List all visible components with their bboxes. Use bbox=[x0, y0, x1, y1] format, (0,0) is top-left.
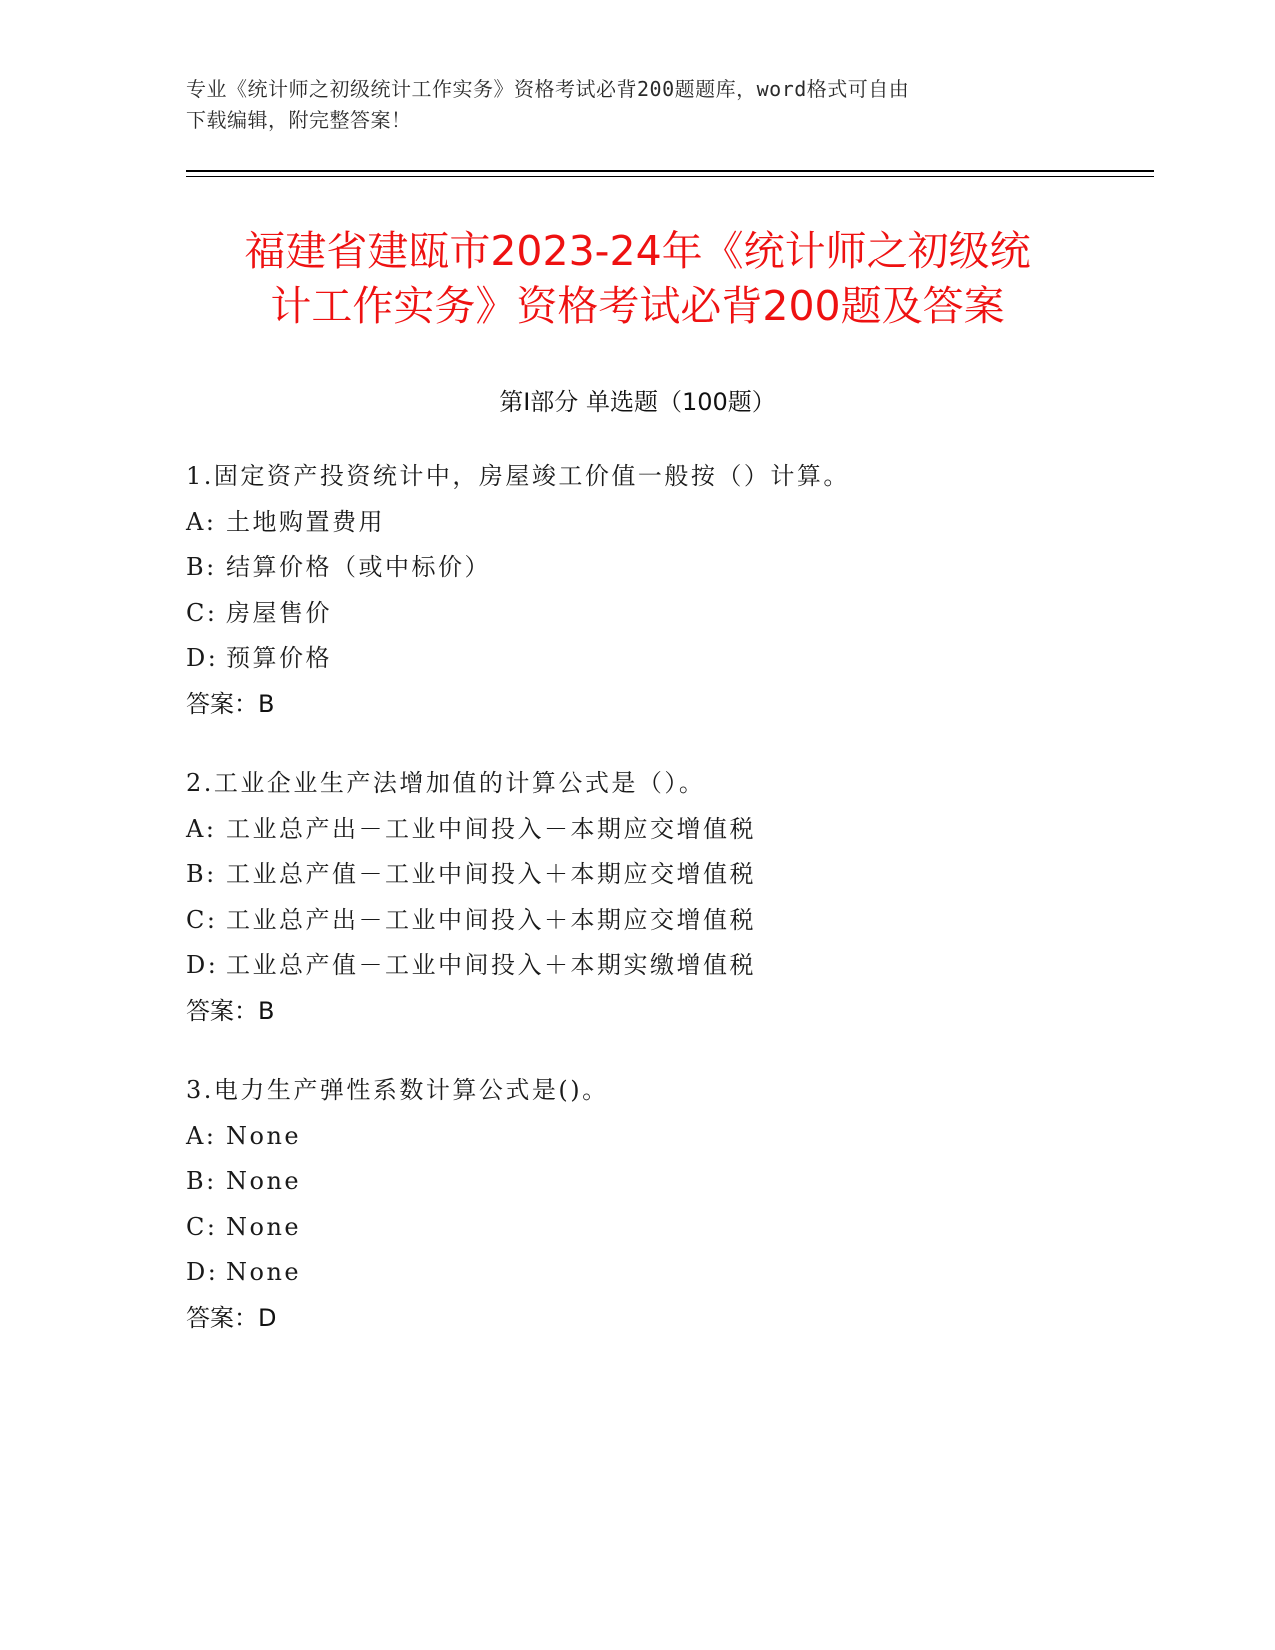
header-note bbox=[186, 74, 1086, 136]
option-letter: C: bbox=[186, 1212, 218, 1241]
section-heading: 第Ⅰ部分 单选题（100题） bbox=[499, 388, 776, 416]
option-c bbox=[186, 1205, 1086, 1251]
option-a bbox=[186, 807, 1086, 853]
document-title-line-2: 计工作实务》资格考试必背200题及答案 bbox=[270, 282, 1005, 330]
option-letter: B: bbox=[186, 1167, 217, 1195]
option-text: None bbox=[226, 1121, 302, 1150]
option-text: 工业总产出－工业中间投入＋本期应交增值税 bbox=[226, 905, 756, 934]
option-text: None bbox=[226, 1167, 302, 1195]
option-text: 房屋售价 bbox=[226, 598, 332, 627]
option-letter: D: bbox=[186, 951, 219, 979]
option-letter: B: bbox=[186, 553, 217, 581]
document-title-line-1: 福建省建瓯市2023-24年《统计师之初级统 bbox=[244, 227, 1031, 275]
option-text: 工业总产值－工业中间投入＋本期应交增值税 bbox=[226, 860, 756, 888]
option-text: 结算价格（或中标价） bbox=[226, 553, 491, 581]
option-d bbox=[186, 1250, 1086, 1296]
option-c bbox=[186, 591, 1086, 637]
header-divider-thick bbox=[186, 170, 1154, 172]
option-d bbox=[186, 943, 1086, 989]
option-letter: D: bbox=[186, 644, 219, 672]
question-2 bbox=[186, 761, 1086, 1034]
option-letter: C: bbox=[186, 905, 218, 934]
answer: 答案：B bbox=[186, 996, 275, 1025]
option-text: None bbox=[226, 1212, 302, 1241]
option-b bbox=[186, 852, 1086, 898]
document-title bbox=[130, 224, 1145, 334]
option-letter: D: bbox=[186, 1258, 219, 1286]
option-c bbox=[186, 898, 1086, 944]
option-text: 预算价格 bbox=[226, 644, 332, 672]
option-text: None bbox=[226, 1258, 302, 1286]
option-a bbox=[186, 1114, 1086, 1160]
question-1 bbox=[186, 454, 1086, 727]
option-letter: A: bbox=[186, 1121, 217, 1150]
option-letter: C: bbox=[186, 598, 218, 627]
question-3 bbox=[186, 1068, 1086, 1341]
answer: 答案：D bbox=[186, 1303, 277, 1332]
option-b bbox=[186, 1159, 1086, 1205]
question-stem: 2.工业企业生产法增加值的计算公式是（）。 bbox=[186, 769, 706, 797]
header-note-line-2: 下载编辑，附完整答案！ bbox=[186, 108, 412, 132]
option-letter: A: bbox=[186, 814, 217, 843]
header-divider-thin bbox=[186, 176, 1154, 177]
question-stem: 1.固定资产投资统计中，房屋竣工价值一般按（）计算。 bbox=[186, 462, 850, 490]
option-text: 土地购置费用 bbox=[226, 507, 385, 536]
header-note-line-1: 专业《统计师之初级统计工作实务》资格考试必背200题题库，word格式可自由 bbox=[186, 77, 910, 101]
question-stem: 3.电力生产弹性系数计算公式是()。 bbox=[186, 1076, 609, 1104]
option-text: 工业总产值－工业中间投入＋本期实缴增值税 bbox=[226, 951, 756, 979]
option-letter: A: bbox=[186, 507, 217, 536]
option-b bbox=[186, 545, 1086, 591]
option-text: 工业总产出－工业中间投入－本期应交增值税 bbox=[226, 814, 756, 843]
option-a bbox=[186, 500, 1086, 546]
answer: 答案：B bbox=[186, 689, 275, 718]
option-d bbox=[186, 636, 1086, 682]
option-letter: B: bbox=[186, 860, 217, 888]
